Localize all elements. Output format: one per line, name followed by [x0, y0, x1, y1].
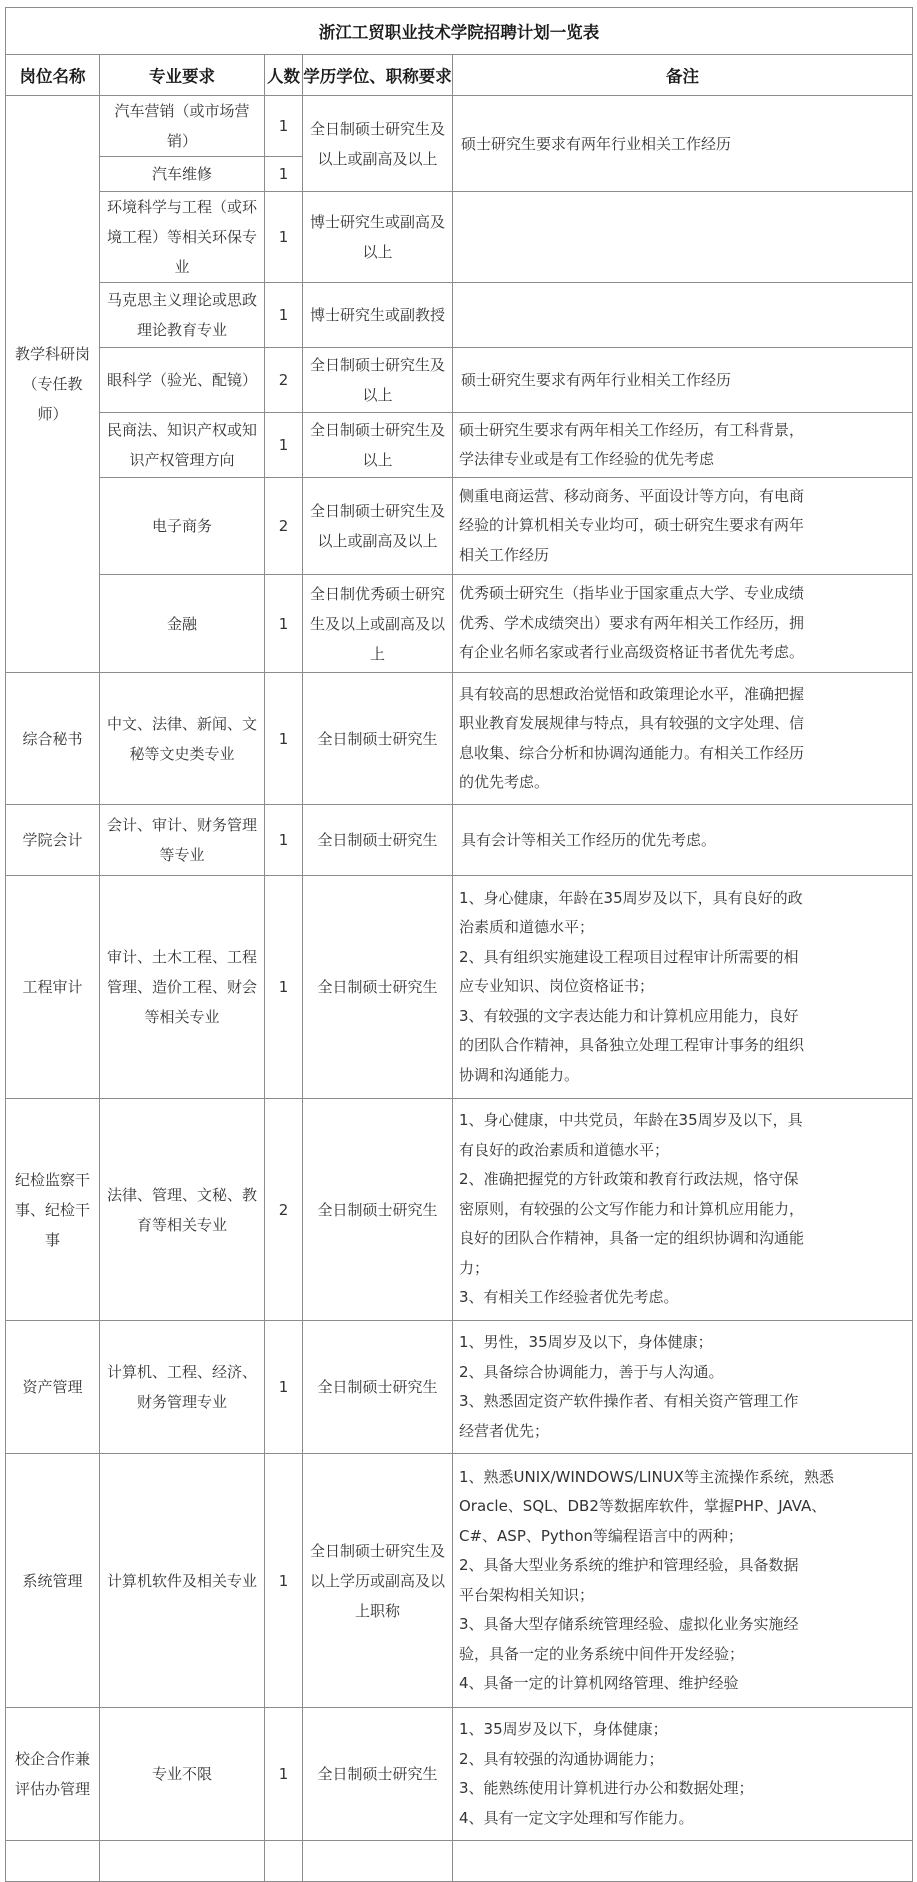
notes-line: 1、男性，35周岁及以下，身体健康； — [459, 1333, 713, 1351]
major-cell: 眼科学（验光、配镜） — [100, 348, 265, 413]
position-cell: 资产管理 — [6, 1321, 100, 1454]
notes-line: 有良好的政治素质和道德水平； — [459, 1140, 670, 1159]
notes-line: 相关工作经历 — [459, 545, 550, 564]
notes-cell — [453, 283, 913, 348]
notes-line: 1、熟悉UNIX/WINDOWS/LINUX等主流操作系统，熟悉 — [459, 1467, 834, 1486]
table-row — [6, 1708, 913, 1841]
count-cell: 1 — [265, 283, 303, 348]
position-cell: 综合秘书 — [6, 673, 100, 805]
notes-cell — [453, 876, 913, 1099]
education-cell: 全日制硕士研究生及以上或副高及以上 — [303, 96, 453, 192]
major-cell: 汽车营销（或市场营销） — [100, 96, 265, 157]
major-cell: 马克思主义理论或思政理论教育专业 — [100, 283, 265, 348]
notes-line: 2、具有组织实施建设工程项目过程审计所需要的相 — [459, 947, 799, 966]
position-cell: 工程审计 — [6, 876, 100, 1099]
major-cell: 法律、管理、文秘、教育等相关专业 — [100, 1099, 265, 1321]
count-cell: 1 — [265, 876, 303, 1099]
position-cell: 校企合作兼评估办管理 — [6, 1708, 100, 1841]
major-cell: 金融 — [100, 575, 265, 673]
notes-line: 优秀硕士研究生（指毕业于国家重点大学、专业成绩 — [459, 584, 805, 603]
notes-line: 有企业名师名家或者行业高级资格证书者优先考虑。 — [459, 643, 805, 662]
notes-line: Oracle、SQL、DB2等数据库软件，掌握PHP、JAVA、 — [459, 1497, 827, 1515]
notes-cell — [453, 673, 913, 805]
count-cell: 1 — [265, 575, 303, 673]
count-cell: 2 — [265, 348, 303, 413]
count-cell: 1 — [265, 1708, 303, 1841]
position-teaching: 教学科研岗（专任教师） — [6, 96, 100, 673]
notes-line: 协调和沟通能力。 — [459, 1065, 580, 1084]
notes-line: 优秀、学术成绩突出）要求有两年相关工作经历，拥 — [459, 613, 805, 632]
notes-cell — [453, 413, 913, 478]
notes-line: 3、有较强的文字表达能力和计算机应用能力，良好 — [459, 1006, 799, 1025]
notes-cell — [453, 478, 913, 575]
major-cell: 民商法、知识产权或知识产权管理方向 — [100, 413, 265, 478]
notes-line: 经验的计算机相关专业均可，硕士研究生要求有两年 — [459, 516, 805, 535]
table-row — [6, 1099, 913, 1321]
notes-cell: 硕士研究生要求有两年行业相关工作经历 — [453, 96, 913, 192]
notes-line: 良好的团队合作精神，具备一定的组织协调和沟通能 — [459, 1229, 805, 1248]
notes-line: 应专业知识、岗位资格证书； — [459, 977, 655, 996]
notes-line: 1、35周岁及以下，身体健康； — [459, 1720, 668, 1738]
major-cell: 审计、土木工程、工程管理、造价工程、财会等相关专业 — [100, 876, 265, 1099]
notes-line: 硕士研究生要求有两年相关工作经历，有工科背景， — [459, 420, 805, 439]
education-cell: 全日制优秀硕士研究生及以上或副高及以上 — [303, 575, 453, 673]
table-row — [6, 478, 913, 575]
count-cell: 1 — [265, 1454, 303, 1708]
notes-line: C#、ASP、Python等编程语言中的两种； — [459, 1526, 743, 1545]
notes-line: 2、准确把握党的方针政策和教育行政法规，恪守保 — [459, 1170, 799, 1189]
notes-line: 2、具有较强的沟通协调能力； — [459, 1749, 664, 1768]
position-cell: 纪检监察干事、纪检干事 — [6, 1099, 100, 1321]
major-cell: 计算机、工程、经济、财务管理专业 — [100, 1321, 265, 1454]
notes-line: 1、身心健康，中共党员，年龄在35周岁及以下，具 — [459, 1111, 803, 1130]
notes-cell — [453, 575, 913, 673]
table-row — [6, 1321, 913, 1454]
position-cell: 系统管理 — [6, 1454, 100, 1708]
education-cell: 博士研究生或副教授 — [303, 283, 453, 348]
notes-line: 3、有相关工作经验者优先考虑。 — [459, 1288, 679, 1307]
table-row — [6, 1454, 913, 1708]
notes-cell — [453, 1099, 913, 1321]
notes-line: 具有较高的思想政治觉悟和政策理论水平，准确把握 — [459, 684, 805, 703]
major-cell: 专业不限 — [100, 1708, 265, 1841]
notes-line: 4、具备一定的计算机网络管理、维护经验 — [459, 1674, 739, 1692]
table-row — [6, 413, 913, 478]
education-cell: 全日制硕士研究生 — [303, 1708, 453, 1841]
count-cell: 1 — [265, 673, 303, 805]
position-cell: 学院会计 — [6, 805, 100, 876]
major-cell: 环境科学与工程（或环境工程）等相关环保专业 — [100, 192, 265, 283]
table-row — [6, 96, 913, 157]
notes-line: 力； — [459, 1258, 490, 1277]
education-cell: 全日制硕士研究生 — [303, 673, 453, 805]
notes-line: 3、具备大型存储系统管理经验、虚拟化业务实施经 — [459, 1615, 799, 1633]
header-notes: 备注 — [453, 55, 913, 96]
education-cell — [303, 1841, 453, 1882]
notes-line: 学法律专业或是有工作经验的优先考虑 — [459, 450, 715, 468]
recruitment-table — [5, 7, 913, 1882]
table-row — [6, 876, 913, 1099]
notes-cell: 具有会计等相关工作经历的优先考虑。 — [453, 805, 913, 876]
table-row — [6, 283, 913, 348]
count-cell: 1 — [265, 805, 303, 876]
major-cell: 汽车维修 — [100, 157, 265, 192]
notes-line: 的团队合作精神，具备独立处理工程审计事务的组织 — [459, 1036, 805, 1055]
notes-line: 验，具备一定的业务系统中间件开发经验； — [459, 1644, 745, 1663]
notes-line: 经营者优先； — [459, 1421, 550, 1440]
header-position: 岗位名称 — [6, 55, 100, 96]
major-cell: 计算机软件及相关专业 — [100, 1454, 265, 1708]
count-cell: 1 — [265, 157, 303, 192]
table-row — [6, 348, 913, 413]
count-cell: 1 — [265, 192, 303, 283]
education-cell: 全日制硕士研究生 — [303, 805, 453, 876]
notes-cell — [453, 1454, 913, 1708]
notes-line: 治素质和道德水平； — [459, 918, 595, 937]
count-cell — [265, 1841, 303, 1882]
major-cell: 电子商务 — [100, 478, 265, 575]
notes-line: 1、身心健康，年龄在35周岁及以下，具有良好的政 — [459, 888, 803, 907]
count-cell: 2 — [265, 1099, 303, 1321]
notes-line: 密原则，有较强的公文写作能力和计算机应用能力， — [459, 1199, 805, 1218]
notes-cell — [453, 1841, 913, 1882]
header-count: 人数 — [265, 55, 303, 96]
table-row — [6, 805, 913, 876]
table-row — [6, 1841, 913, 1882]
notes-line: 的优先考虑。 — [459, 773, 550, 791]
notes-line: 4、具有一定文字处理和写作能力。 — [459, 1808, 694, 1827]
notes-line: 3、熟悉固定资产软件操作者、有相关资产管理工作 — [459, 1392, 799, 1410]
notes-cell — [453, 1321, 913, 1454]
table-row — [6, 673, 913, 805]
count-cell: 1 — [265, 1321, 303, 1454]
count-cell: 2 — [265, 478, 303, 575]
notes-cell: 硕士研究生要求有两年行业相关工作经历 — [453, 348, 913, 413]
notes-cell — [453, 192, 913, 283]
notes-line: 职业教育发展规律与特点，具有较强的文字处理、信 — [459, 714, 805, 732]
position-cell — [6, 1841, 100, 1882]
count-cell: 1 — [265, 96, 303, 157]
education-cell: 全日制硕士研究生 — [303, 876, 453, 1099]
header-education: 学历学位、职称要求 — [303, 55, 453, 96]
table-title: 浙江工贸职业技术学院招聘计划一览表 — [6, 8, 913, 55]
education-cell: 全日制硕士研究生 — [303, 1321, 453, 1454]
table-row — [6, 575, 913, 673]
notes-line: 2、具备大型业务系统的维护和管理经验，具备数据 — [459, 1556, 799, 1574]
notes-line: 平台架构相关知识； — [459, 1585, 595, 1604]
notes-line: 息收集、综合分析和协调沟通能力。有相关工作经历 — [459, 743, 805, 762]
education-cell: 全日制硕士研究生 — [303, 1099, 453, 1321]
notes-line: 3、能熟练使用计算机进行办公和数据处理； — [459, 1779, 754, 1797]
major-cell: 会计、审计、财务管理等专业 — [100, 805, 265, 876]
education-cell: 博士研究生或副高及以上 — [303, 192, 453, 283]
education-cell: 全日制硕士研究生及以上 — [303, 348, 453, 413]
education-cell: 全日制硕士研究生及以上学历或副高及以上职称 — [303, 1454, 453, 1708]
major-cell — [100, 1841, 265, 1882]
header-major: 专业要求 — [100, 55, 265, 96]
table-row — [6, 192, 913, 283]
major-cell: 中文、法律、新闻、文秘等文史类专业 — [100, 673, 265, 805]
notes-cell — [453, 1708, 913, 1841]
education-cell: 全日制硕士研究生及以上 — [303, 413, 453, 478]
education-cell: 全日制硕士研究生及以上或副高及以上 — [303, 478, 453, 575]
notes-line: 2、具备综合协调能力，善于与人沟通。 — [459, 1362, 724, 1381]
count-cell: 1 — [265, 413, 303, 478]
notes-line: 侧重电商运营、移动商务、平面设计等方向，有电商 — [459, 486, 805, 505]
